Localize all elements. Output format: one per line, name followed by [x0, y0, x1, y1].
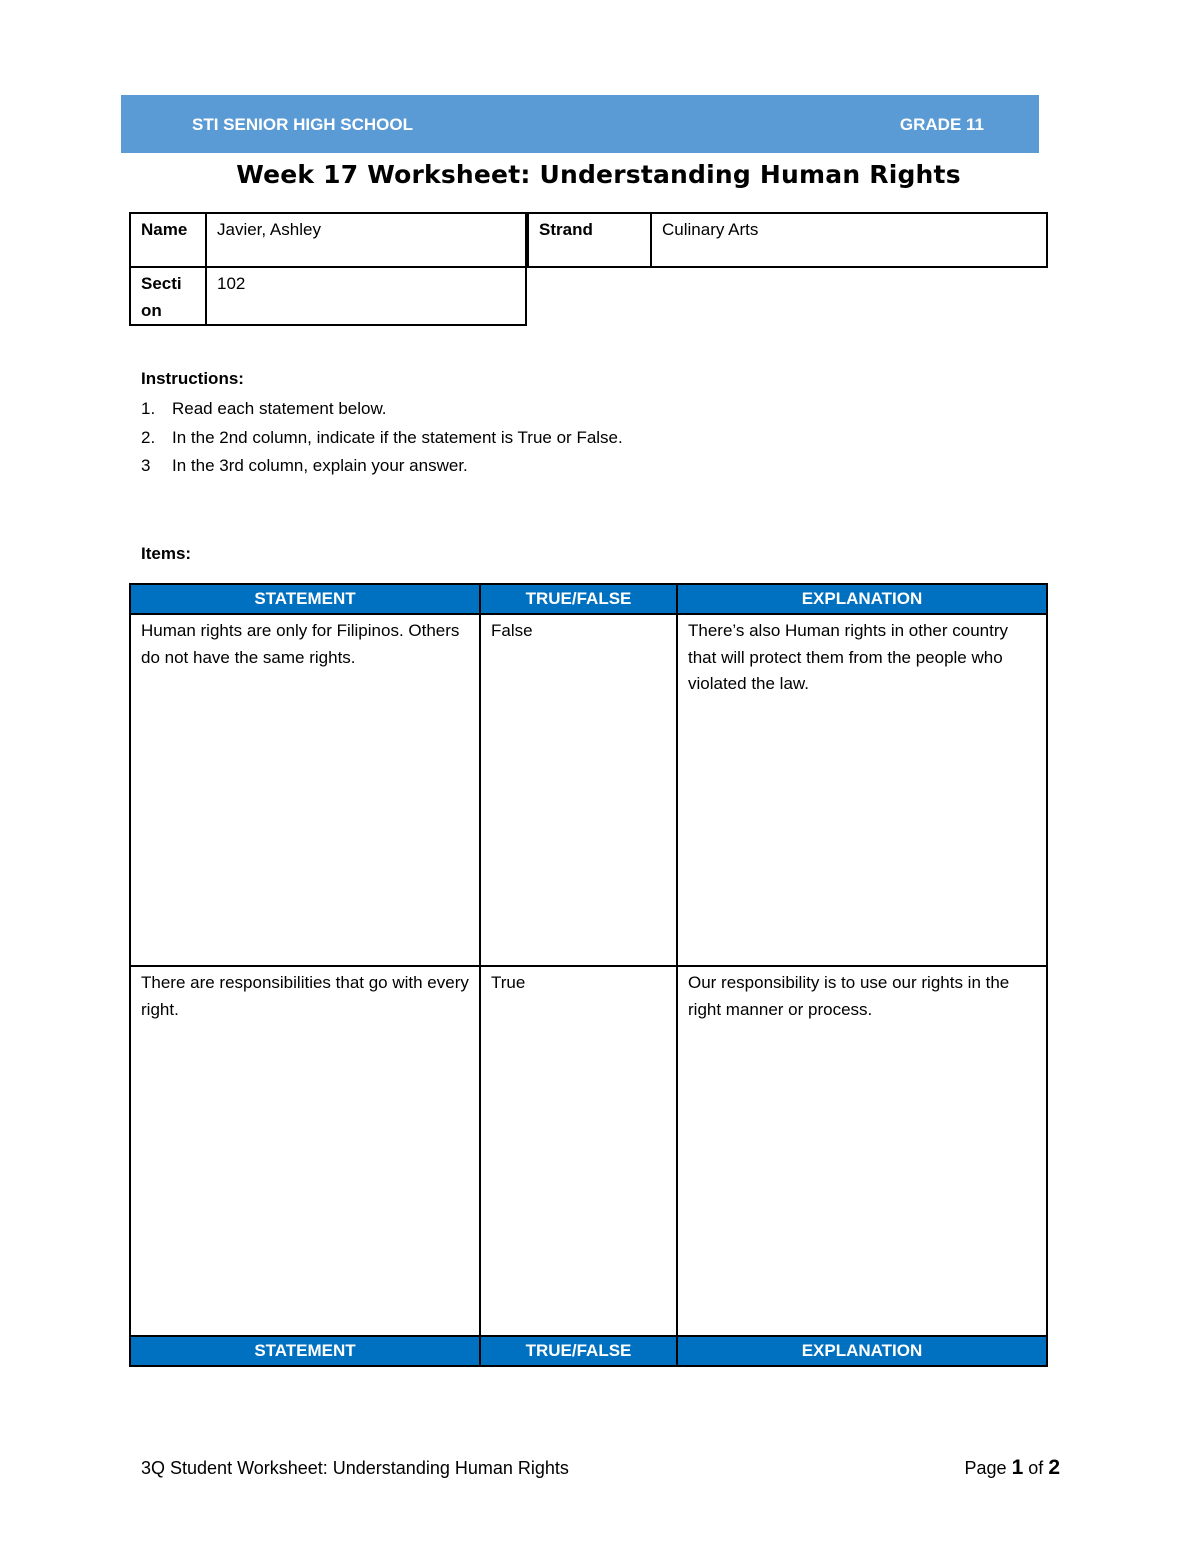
strand-label: Strand [528, 213, 651, 267]
header-statement: STATEMENT [130, 584, 480, 614]
section-value: 102 [206, 267, 526, 325]
worksheet-title: Week 17 Worksheet: Understanding Human Rights [236, 160, 961, 189]
strand-value: Culinary Arts [651, 213, 1047, 267]
footer-header-true-false: TRUE/FALSE [480, 1336, 677, 1366]
instructions [141, 369, 623, 481]
statement-cell: Human rights are only for Filipinos. Others do not have the same rights. [130, 614, 480, 966]
strand-info-table [527, 212, 1048, 268]
instruction-step: 1. Read each statement below. [141, 399, 387, 419]
items-heading: Items: [141, 544, 192, 563]
statement-cell: There are responsibilities that go with every right. [130, 966, 480, 1336]
header-explanation: EXPLANATION [677, 584, 1047, 614]
name-label: Name [130, 213, 206, 267]
grade-level: GRADE 11 [899, 115, 984, 134]
table-row [130, 614, 1047, 966]
header-true-false: TRUE/FALSE [480, 584, 677, 614]
page-number: Page 1 of 2 [964, 1456, 1060, 1479]
footer-header-explanation: EXPLANATION [677, 1336, 1047, 1366]
name-value: Javier, Ashley [206, 213, 526, 267]
school-name: STI SENIOR HIGH SCHOOL [192, 115, 414, 134]
instruction-step: 3 In the 3rd column, explain your answer. [141, 456, 468, 476]
section-label: Secti on [130, 267, 206, 325]
footer-title: 3Q Student Worksheet: Understanding Human Rights [141, 1458, 569, 1478]
answer-cell: True [480, 966, 677, 1336]
footer-header-statement: STATEMENT [130, 1336, 480, 1366]
student-info-table [129, 212, 527, 326]
explanation-cell: There’s also Human rights in other country that will protect them from the people who violated the law. [677, 614, 1047, 966]
items-table [129, 583, 1048, 1367]
explanation-cell: Our responsibility is to use our rights in the right manner or process. [677, 966, 1047, 1336]
header-banner [121, 95, 1039, 153]
answer-cell: False [480, 614, 677, 966]
instructions-heading: Instructions: [141, 369, 244, 388]
instruction-step: 2. In the 2nd column, indicate if the statement is True or False. [141, 427, 623, 447]
table-row [130, 966, 1047, 1336]
